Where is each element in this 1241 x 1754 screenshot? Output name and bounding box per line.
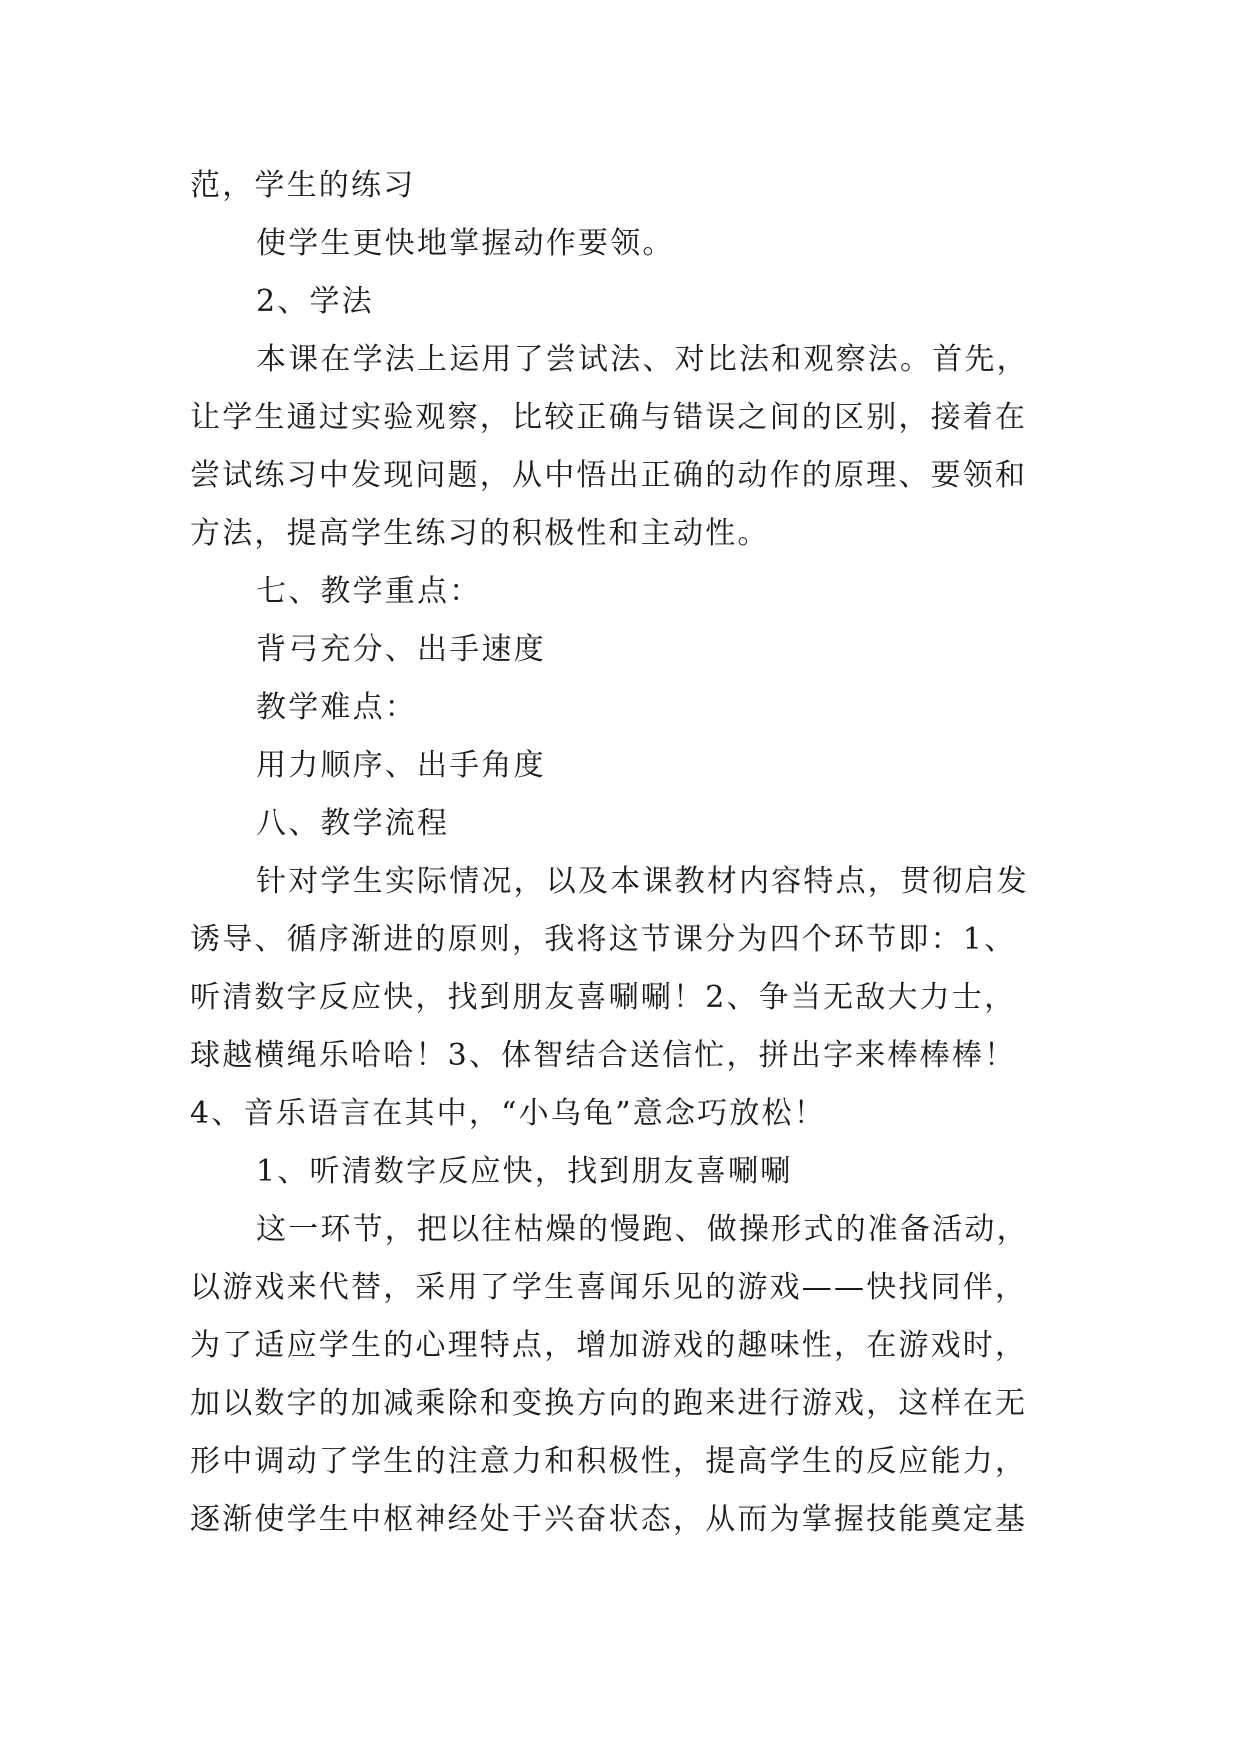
text-line: 为了适应学生的心理特点，增加游戏的趣味性，在游戏时， (190, 1328, 1028, 1363)
section-heading: 七、教学重点： (256, 574, 482, 609)
section-heading: 教学难点： (256, 690, 417, 725)
text-line: 尝试练习中发现问题，从中悟出正确的动作的原理、要领和 (190, 458, 1028, 493)
text-line: 诱导、循序渐进的原则，我将这节课分为四个环节即：1、 (190, 922, 1017, 957)
text-line: 以游戏来代替，采用了学生喜闻乐见的游戏——快找同伴， (190, 1270, 1028, 1305)
text-line: 本课在学法上运用了尝试法、对比法和观察法。首先， (256, 342, 1029, 377)
text-line: 方法，提高学生练习的积极性和主动性。 (190, 516, 770, 551)
text-line: 逐渐使学生中枢神经处于兴奋状态，从而为掌握技能奠定基 (190, 1502, 1028, 1537)
text-line: 4、音乐语言在其中，“小乌龟”意念巧放松！ (190, 1096, 826, 1131)
text-line: 背弓充分、出手速度 (256, 632, 546, 667)
text-line: 用力顺序、出手角度 (256, 748, 546, 783)
text-line: 加以数字的加减乘除和变换方向的跑来进行游戏，这样在无 (190, 1386, 1028, 1421)
text-line: 让学生通过实验观察，比较正确与错误之间的区别，接着在 (190, 400, 1028, 435)
text-line: 球越横绳乐哈哈！3、体智结合送信忙，拼出字来棒棒棒！ (190, 1038, 1017, 1073)
section-heading: 2、学法 (256, 284, 374, 319)
text-line: 针对学生实际情况，以及本课教材内容特点，贯彻启发 (256, 864, 1029, 899)
text-line: 这一环节，把以往枯燥的慢跑、做操形式的准备活动， (256, 1212, 1029, 1247)
text-line: 听清数字反应快，找到朋友喜唰唰！2、争当无敌大力士， (190, 980, 1017, 1015)
section-heading: 1、听清数字反应快，找到朋友喜唰唰 (256, 1154, 793, 1189)
section-heading: 八、教学流程 (256, 806, 450, 841)
text-line: 使学生更快地掌握动作要领。 (256, 226, 675, 261)
text-line: 范，学生的练习 (190, 168, 416, 203)
text-line: 形中调动了学生的注意力和积极性，提高学生的反应能力， (190, 1444, 1028, 1479)
